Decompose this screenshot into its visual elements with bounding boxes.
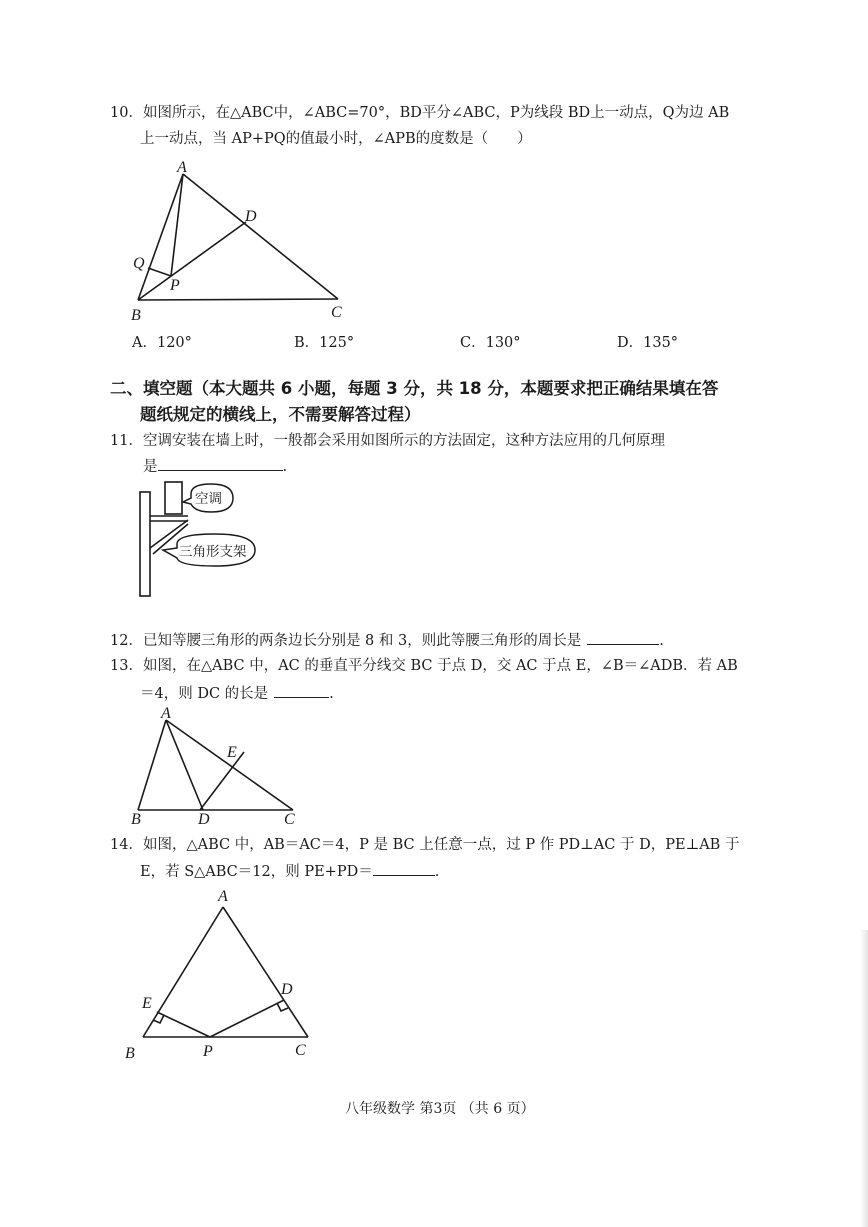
q10-segment-bd bbox=[138, 222, 246, 300]
q13-label-b: B bbox=[131, 811, 141, 826]
q14-label-e: E bbox=[142, 995, 152, 1012]
q14-label-p: P bbox=[203, 1043, 213, 1060]
q14-label-b: B bbox=[125, 1045, 135, 1062]
q11-label-ac: 空调 bbox=[195, 491, 222, 507]
q10-segment-pq bbox=[148, 268, 171, 276]
q10-line2: 上一动点，当 AP+PQ的值最小时，∠APB的度数是（ ） bbox=[140, 131, 532, 147]
q10-option-a: A．120° bbox=[132, 335, 192, 351]
q11-label-support: 三角形支架 bbox=[179, 544, 247, 560]
q11-line1: 11．空调安装在墙上时，一般都会采用如图所示的方法固定，这种方法应用的几何原理 bbox=[110, 433, 665, 449]
q14-answer-blank[interactable] bbox=[373, 861, 435, 876]
q14-line2 bbox=[140, 861, 439, 882]
q12-line bbox=[110, 630, 664, 651]
q14-line2-suffix: . bbox=[434, 864, 440, 880]
q10-label-b: B bbox=[131, 307, 141, 324]
q13-label-d: D bbox=[198, 811, 210, 826]
q10-side-ac bbox=[183, 174, 338, 299]
q14-label-c: C bbox=[295, 1042, 306, 1059]
q11-line2-prefix: 是 bbox=[143, 459, 158, 475]
page-footer: 八年级数学 第3页 （共 6 页） bbox=[345, 1101, 535, 1117]
q13-line2-prefix: ＝4，则 DC 的长是 bbox=[140, 686, 269, 702]
q10-label-d: D bbox=[245, 208, 257, 225]
q10-option-c: C．130° bbox=[460, 335, 521, 351]
q14-figure bbox=[118, 882, 328, 1062]
q14-side-ab bbox=[143, 907, 223, 1037]
q14-segment-pe bbox=[157, 1012, 210, 1037]
q10-option-b: B．125° bbox=[294, 335, 355, 351]
q10-label-q: Q bbox=[133, 255, 145, 272]
q13-line1: 13．如图，在△ABC 中，AC 的垂直平分线交 BC 于点 D，交 AC 于点 E，∠B＝∠ADB．若 AB bbox=[110, 658, 738, 674]
section2-heading-line1: 二、填空题（本大题共 6 小题，每题 3 分，共 18 分，本题要求把正确结果填在答 bbox=[110, 379, 719, 398]
q11-line2 bbox=[143, 456, 287, 477]
q10-label-c: C bbox=[331, 304, 342, 321]
q13-answer-blank[interactable] bbox=[274, 683, 329, 698]
q12-suffix: . bbox=[659, 633, 664, 649]
q12-text: 12．已知等腰三角形的两条边长分别是 8 和 3，则此等腰三角形的周长是 bbox=[110, 633, 582, 649]
q14-label-d: D bbox=[281, 981, 293, 998]
q11-air-conditioner bbox=[165, 482, 182, 514]
q13-line2-suffix: . bbox=[329, 686, 334, 702]
q10-label-p: P bbox=[170, 277, 180, 294]
q11-answer-blank[interactable] bbox=[158, 456, 283, 471]
q14-side-ac bbox=[223, 907, 308, 1037]
q11-wall bbox=[140, 492, 150, 596]
q11-figure bbox=[133, 478, 283, 600]
q10-side-bc bbox=[138, 299, 338, 300]
q14-label-a: A bbox=[218, 888, 228, 905]
q13-label-a: A bbox=[161, 705, 171, 722]
q14-line2-prefix: E，若 S△ABC＝12，则 PE+PD＝ bbox=[140, 864, 373, 880]
q13-line2 bbox=[140, 683, 334, 704]
section2-heading-line2: 题纸规定的横线上，不需要解答过程） bbox=[140, 405, 421, 424]
q14-segment-pd bbox=[210, 1000, 284, 1037]
q13-perpendicular-bisector bbox=[200, 752, 244, 810]
q13-label-c: C bbox=[284, 811, 295, 826]
q14-line1: 14．如图，△ABC 中，AB＝AC＝4，P 是 BC 上任意一点，过 P 作 PD⊥AC 于 D，PE⊥AB 于 bbox=[110, 837, 740, 853]
q13-figure bbox=[128, 702, 308, 826]
q11-line2-suffix: . bbox=[282, 459, 288, 475]
q12-answer-blank[interactable] bbox=[587, 630, 659, 645]
page-edge-shadow bbox=[860, 930, 868, 1227]
q10-label-a: A bbox=[177, 160, 187, 176]
q10-line1: 10．如图所示，在△ABC中，∠ABC=70°，BD平分∠ABC，P为线段 BD上一动点，Q为边 AB bbox=[110, 105, 730, 121]
q13-label-e: E bbox=[227, 744, 237, 761]
q10-figure bbox=[128, 160, 358, 325]
q13-side-ab bbox=[138, 720, 166, 810]
q10-option-d: D．135° bbox=[617, 335, 679, 351]
